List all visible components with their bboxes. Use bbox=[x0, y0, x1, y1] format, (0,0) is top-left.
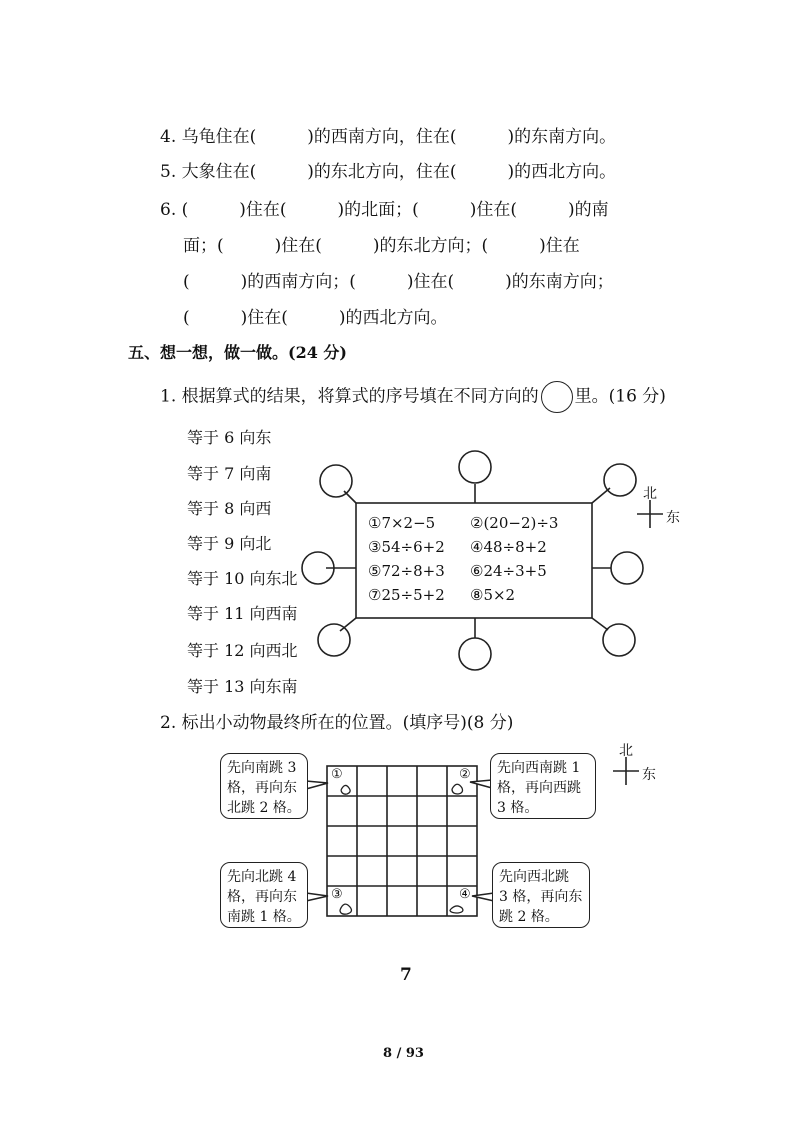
compass-1-north-label: 北 bbox=[643, 486, 657, 502]
page-number: 7 bbox=[400, 965, 412, 985]
question-6-line-3: ( )的西南方向；( )住在( )的东南方向； bbox=[183, 272, 614, 292]
compass-2-north-label: 北 bbox=[619, 743, 633, 759]
compass-1-east-label: 东 bbox=[666, 510, 680, 526]
grid-number-1: ① bbox=[331, 767, 343, 782]
page-info: 8 / 93 bbox=[383, 1046, 424, 1061]
item-1-text-before: 1. 根据算式的结果，将算式的序号填在不同方向的 bbox=[160, 386, 539, 407]
bubble-3-tail bbox=[306, 893, 328, 901]
circle-southeast[interactable] bbox=[603, 624, 635, 656]
question-6-line-1: 6. ( )住在( )的北面；( )住在( )的南 bbox=[160, 200, 609, 220]
formula-2: ②(20−2)÷3 bbox=[470, 514, 559, 532]
item-2-text: 2. 标出小动物最终所在的位置。(填序号)(8 分) bbox=[160, 713, 514, 733]
formula-6: ⑥24÷3+5 bbox=[470, 562, 547, 580]
compass-2-east-label: 东 bbox=[642, 767, 656, 783]
bubble-4-tail bbox=[472, 893, 494, 901]
bubble-2: 先向西南跳 1 格，再向西跳 3 格。 bbox=[490, 753, 596, 819]
circle-south[interactable] bbox=[459, 638, 491, 670]
circle-north[interactable] bbox=[459, 451, 491, 483]
bubble-1: 先向南跳 3 格，再向东 北跳 2 格。 bbox=[220, 753, 308, 819]
formula-5: ⑤72÷8+3 bbox=[368, 562, 445, 580]
rule-5: 等于 10 向东北 bbox=[187, 569, 298, 588]
formula-7: ⑦25÷5+2 bbox=[368, 586, 445, 604]
rule-6: 等于 11 向西南 bbox=[187, 604, 298, 623]
rule-3: 等于 8 向西 bbox=[187, 499, 272, 518]
grid-number-2: ② bbox=[459, 767, 471, 782]
circle-northwest[interactable] bbox=[320, 465, 352, 497]
bubble-2-tail bbox=[470, 780, 492, 788]
rule-1: 等于 6 向东 bbox=[187, 428, 272, 447]
animal-1-icon bbox=[341, 785, 350, 794]
circle-southwest[interactable] bbox=[318, 624, 350, 656]
grid-number-3: ③ bbox=[331, 887, 343, 902]
section-5-title: 五、想一想，做一做。(24 分) bbox=[128, 343, 347, 362]
question-6-line-4: ( )住在( )的西北方向。 bbox=[183, 308, 448, 328]
formula-3: ③54÷6+2 bbox=[368, 538, 445, 556]
question-5: 5. 大象住在( )的东北方向，住在( )的西北方向。 bbox=[160, 162, 617, 182]
animal-3-icon bbox=[340, 904, 351, 914]
formula-4: ④48÷8+2 bbox=[470, 538, 547, 556]
rule-2: 等于 7 向南 bbox=[187, 464, 272, 483]
bubble-4: 先向西北跳 3 格，再向东 跳 2 格。 bbox=[492, 862, 590, 928]
rule-4: 等于 9 向北 bbox=[187, 534, 272, 553]
item-1-text-after: 里。(16 分) bbox=[574, 386, 666, 407]
grid-number-4: ④ bbox=[459, 887, 471, 902]
circle-northeast[interactable] bbox=[604, 464, 636, 496]
formula-8: ⑧5×2 bbox=[470, 586, 516, 604]
formula-1: ①7×2−5 bbox=[368, 514, 436, 532]
bubble-1-tail bbox=[306, 781, 328, 789]
animal-2-icon bbox=[452, 784, 463, 794]
animal-4-icon bbox=[450, 906, 463, 913]
question-6-line-2: 面；( )住在( )的东北方向；( )住在 bbox=[183, 236, 580, 256]
bubble-3: 先向北跳 4 格，再向东 南跳 1 格。 bbox=[220, 862, 308, 928]
circle-east[interactable] bbox=[611, 552, 643, 584]
question-4: 4. 乌龟住在( )的西南方向，住在( )的东南方向。 bbox=[160, 127, 617, 147]
rule-8: 等于 13 向东南 bbox=[187, 677, 298, 696]
rule-7: 等于 12 向西北 bbox=[187, 641, 298, 660]
